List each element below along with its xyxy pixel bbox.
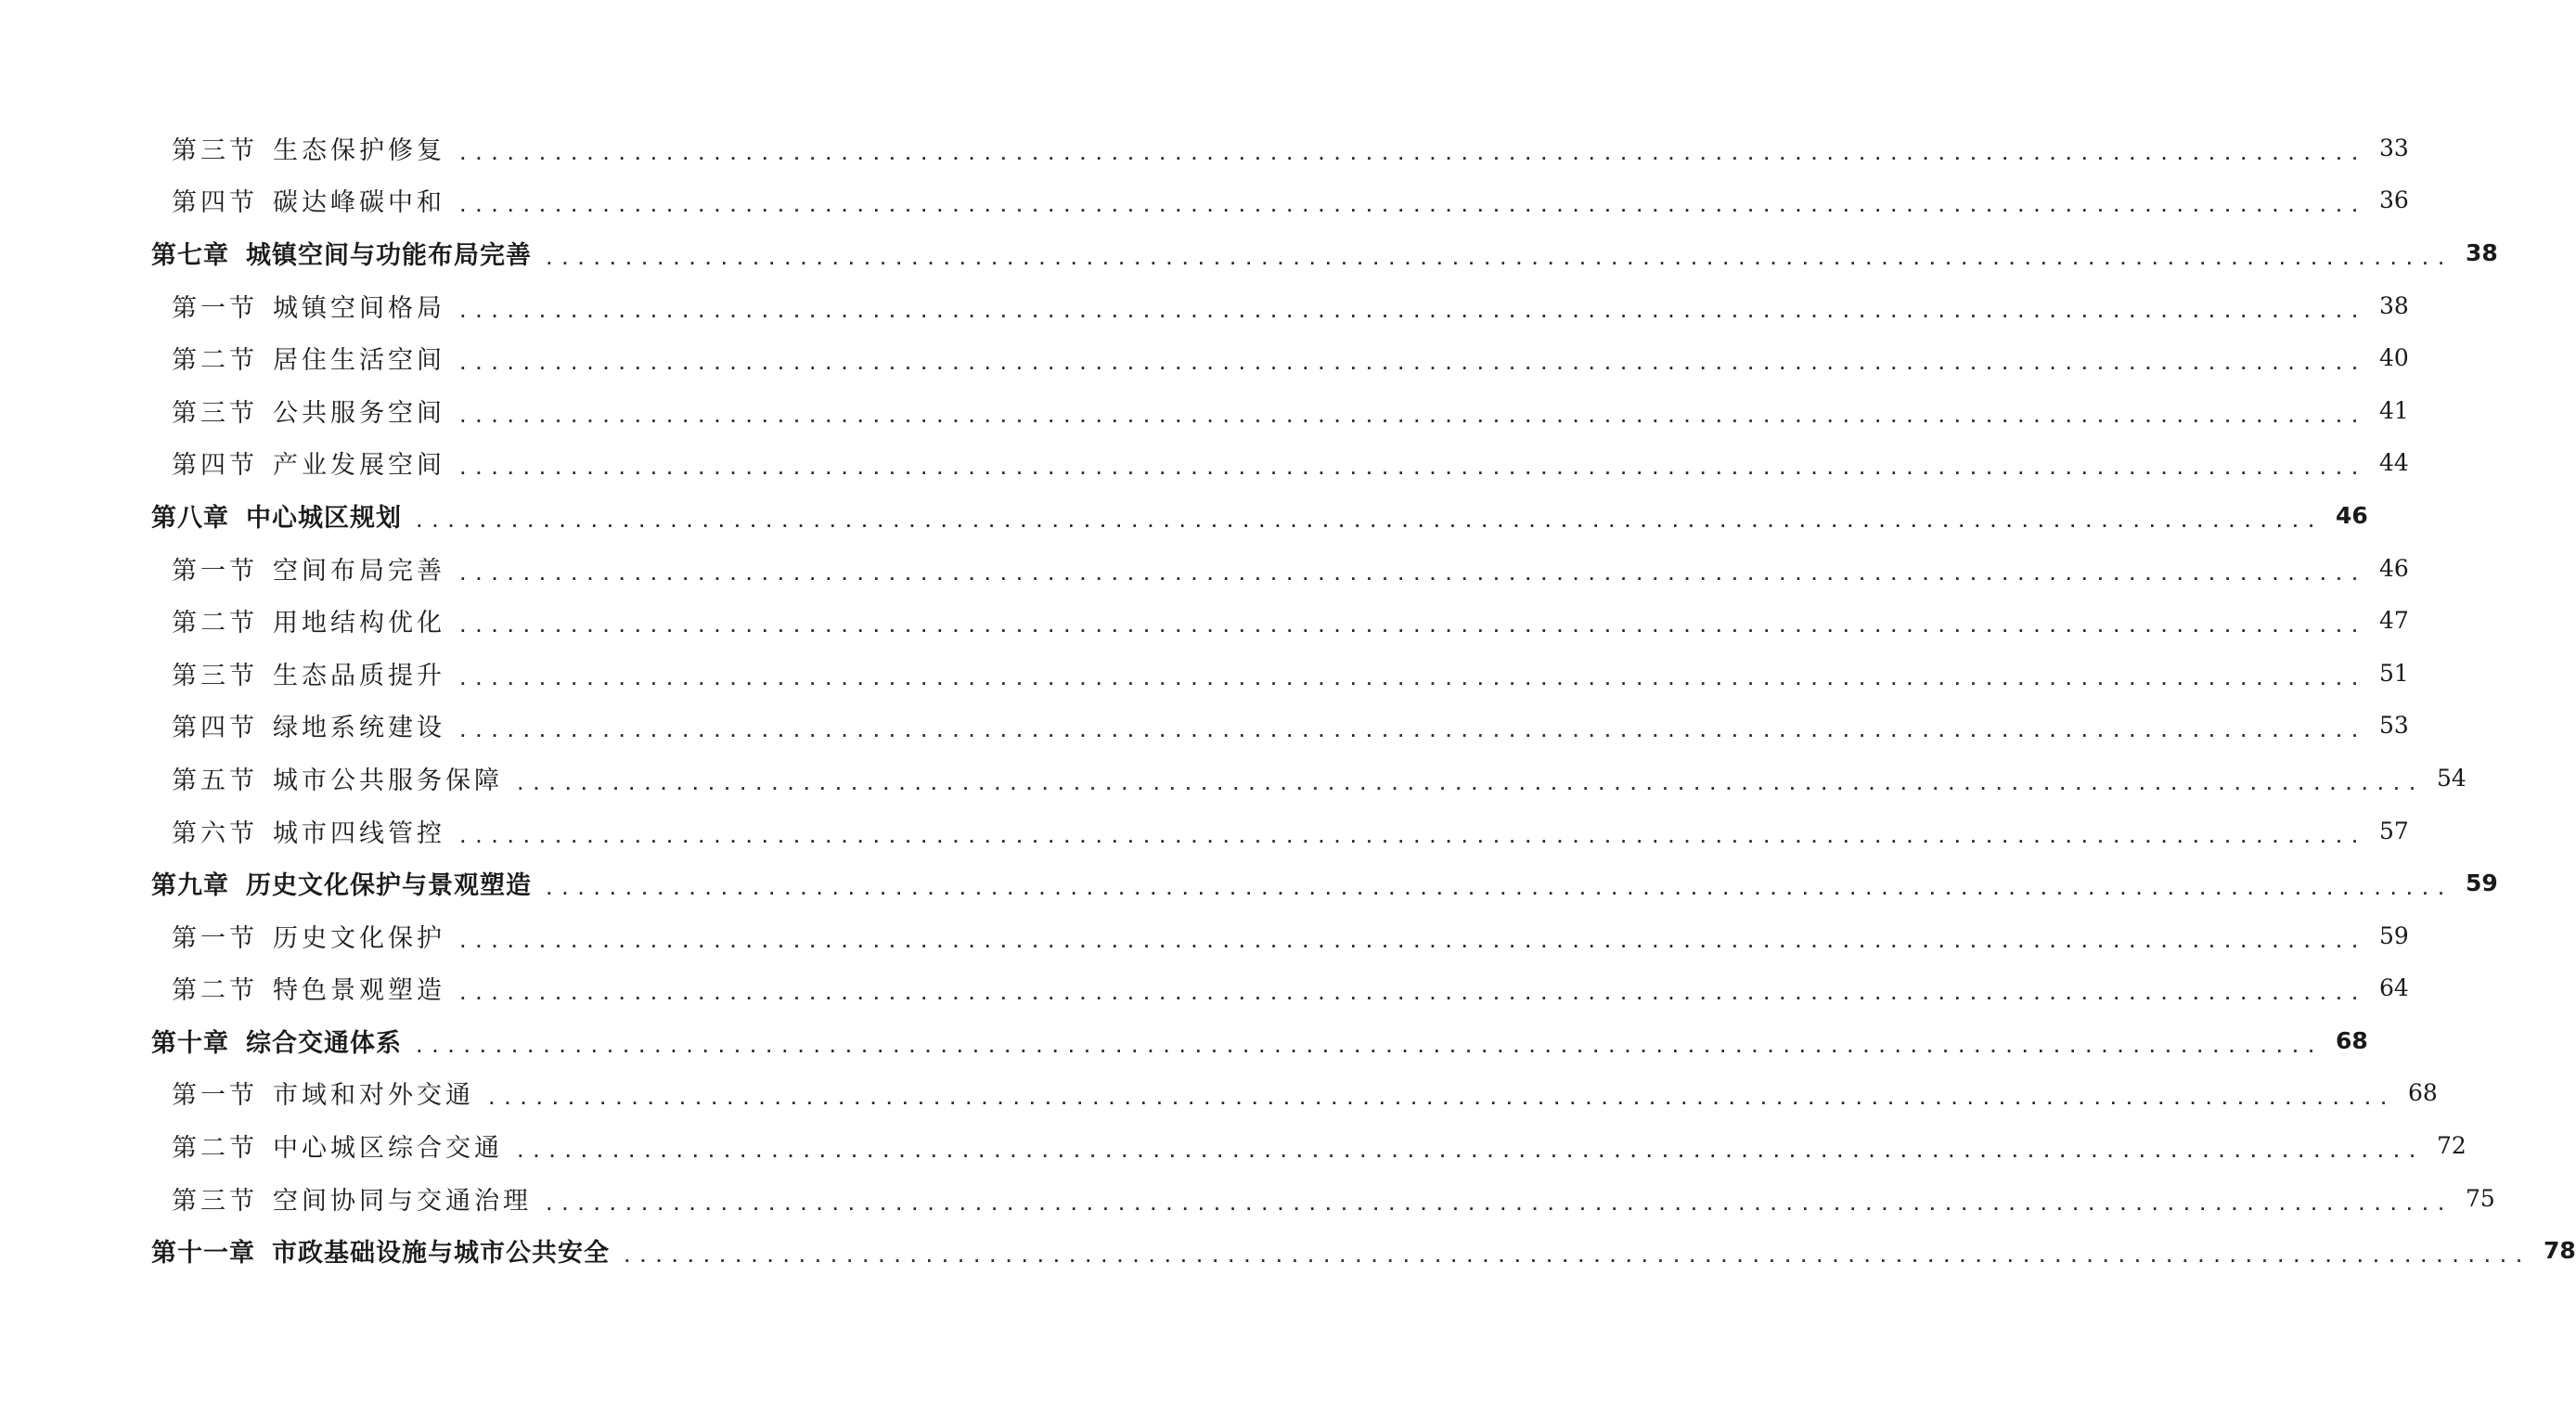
toc-entry-page-number: 68 [2335, 1026, 2368, 1054]
toc-entry-title: 城镇空间格局 [273, 293, 445, 323]
toc-entry-page-number: 51 [2378, 659, 2409, 687]
toc-entry-number: 第四节 [172, 714, 258, 743]
toc-entry-title: 用地结构优化 [273, 609, 445, 638]
toc-entry-page-number: 38 [2378, 291, 2409, 319]
toc-entry-number: 第四节 [172, 451, 258, 481]
toc-entry-title: 城市四线管控 [273, 818, 445, 848]
toc-entry-number: 第一节 [172, 923, 258, 953]
toc-entry-title: 城市公共服务保障 [273, 766, 503, 795]
toc-entry[interactable] [151, 542, 2409, 595]
toc-entry[interactable] [151, 805, 2409, 857]
dot-leader: ........................................................................................................................ [458, 303, 2366, 321]
toc-entry-page-number: 33 [2378, 134, 2409, 161]
toc-entry-page-number: 44 [2378, 449, 2409, 477]
dot-leader: ........................................................................................................................ [458, 145, 2366, 163]
dot-leader: ........................................................................................................................ [458, 670, 2366, 689]
toc-entry-number: 第五节 [172, 766, 258, 795]
toc-entry[interactable] [151, 122, 2409, 174]
toc-entry-title: 历史文化保护与景观塑造 [246, 871, 532, 901]
dot-leader: ........................................................................................................................ [458, 933, 2366, 951]
dot-leader: ........................................................................................................................ [458, 355, 2366, 374]
dot-leader: ........................................................................................................................ [516, 775, 2424, 793]
toc-entry-number: 第一节 [172, 293, 258, 323]
dot-leader: ........................................................................................................................ [415, 1037, 2323, 1056]
toc-entry-page-number: 64 [2378, 974, 2409, 1002]
toc-entry-title: 空间协同与交通治理 [273, 1186, 532, 1216]
toc-entry-page-number: 46 [2378, 554, 2409, 582]
toc-entry-title: 居住生活空间 [273, 346, 445, 376]
toc-entry-title: 城镇空间与功能布局完善 [246, 240, 532, 270]
dot-leader: ........................................................................................................................ [458, 198, 2366, 216]
toc-entry[interactable] [151, 226, 2498, 279]
toc-entry-number: 第三节 [172, 1186, 258, 1216]
toc-entry-number: 第六节 [172, 818, 258, 848]
toc-entry-title: 公共服务空间 [273, 398, 445, 428]
toc-entry-number: 第一节 [172, 556, 258, 586]
toc-entry[interactable] [151, 279, 2409, 332]
toc-entry-page-number: 75 [2465, 1184, 2495, 1212]
toc-entry-title: 特色景观塑造 [273, 976, 445, 1006]
toc-entry-number: 第二节 [172, 346, 258, 376]
toc-entry-number: 第三节 [172, 661, 258, 690]
dot-leader: ........................................................................................................................ [458, 985, 2366, 1004]
toc-entry[interactable] [151, 857, 2498, 909]
dot-leader: ........................................................................................................................ [415, 512, 2323, 531]
toc-entry[interactable] [151, 331, 2409, 384]
toc-entry[interactable] [151, 384, 2409, 437]
toc-entry-title: 中心城区综合交通 [273, 1134, 503, 1164]
toc-entry-number: 第八章 [151, 503, 229, 533]
toc-entry-number: 第三节 [172, 135, 258, 165]
dot-leader: ........................................................................................................................ [458, 407, 2366, 426]
toc-entry-number: 第二节 [172, 609, 258, 638]
dot-leader: ........................................................................................................................ [545, 1195, 2453, 1214]
toc-entry-page-number: 59 [2378, 921, 2409, 949]
dot-leader: ........................................................................................................................ [545, 250, 2453, 268]
toc-entry-number: 第三节 [172, 398, 258, 428]
toc-entry-title: 市域和对外交通 [273, 1081, 474, 1111]
table-of-contents [151, 122, 2576, 1277]
toc-entry[interactable] [151, 1067, 2438, 1120]
toc-entry-title: 综合交通体系 [246, 1028, 402, 1058]
toc-entry-number: 第十一章 [151, 1239, 255, 1269]
toc-entry-number: 第九章 [151, 871, 229, 901]
toc-entry[interactable] [151, 752, 2467, 805]
toc-entry-page-number: 59 [2465, 870, 2498, 897]
dot-leader: ........................................................................................................................ [458, 565, 2366, 584]
toc-entry-number: 第十章 [151, 1028, 229, 1058]
toc-entry-page-number: 40 [2378, 344, 2409, 372]
toc-entry[interactable] [151, 594, 2409, 647]
toc-entry-title: 历史文化保护 [273, 923, 445, 953]
toc-entry-page-number: 46 [2335, 501, 2368, 529]
toc-entry-page-number: 47 [2378, 607, 2409, 635]
toc-entry-number: 第一节 [172, 1081, 258, 1111]
toc-entry-title: 空间布局完善 [273, 556, 445, 586]
toc-entry-title: 中心城区规划 [246, 503, 402, 533]
toc-entry[interactable] [151, 174, 2409, 227]
toc-entry-page-number: 36 [2378, 187, 2409, 214]
dot-leader: ........................................................................................................................ [458, 460, 2366, 479]
toc-entry-number: 第二节 [172, 1134, 258, 1164]
toc-entry-number: 第四节 [172, 188, 258, 218]
toc-entry-page-number: 41 [2378, 396, 2409, 424]
toc-entry[interactable] [151, 647, 2409, 700]
toc-entry-title: 市政基础设施与城市公共安全 [272, 1239, 610, 1269]
toc-entry-title: 生态品质提升 [273, 661, 445, 690]
toc-entry-title: 产业发展空间 [273, 451, 445, 481]
dot-leader: ........................................................................................................................ [623, 1248, 2531, 1267]
toc-entry[interactable] [151, 1014, 2368, 1067]
toc-entry[interactable] [151, 962, 2409, 1015]
toc-entry-page-number: 53 [2378, 712, 2409, 740]
toc-entry-page-number: 38 [2465, 238, 2498, 266]
dot-leader: ........................................................................................................................ [545, 881, 2453, 899]
toc-entry-title: 生态保护修复 [273, 135, 445, 165]
dot-leader: ........................................................................................................................ [458, 723, 2366, 741]
toc-entry[interactable] [151, 1172, 2495, 1225]
toc-entry-number: 第七章 [151, 240, 229, 270]
dot-leader: ........................................................................................................................ [487, 1090, 2395, 1109]
toc-entry-page-number: 68 [2407, 1079, 2438, 1107]
dot-leader: ........................................................................................................................ [516, 1143, 2424, 1162]
toc-entry[interactable] [151, 909, 2409, 962]
toc-entry[interactable] [151, 1224, 2576, 1277]
toc-entry-title: 碳达峰碳中和 [273, 188, 445, 218]
toc-entry[interactable] [151, 489, 2368, 542]
toc-entry[interactable] [151, 1119, 2467, 1172]
toc-entry-page-number: 72 [2436, 1132, 2467, 1160]
toc-entry-title: 绿地系统建设 [273, 714, 445, 743]
toc-entry-page-number: 54 [2436, 764, 2467, 792]
toc-entry[interactable] [151, 700, 2409, 753]
dot-leader: ........................................................................................................................ [458, 618, 2366, 637]
toc-entry[interactable] [151, 437, 2409, 490]
toc-entry-page-number: 78 [2543, 1237, 2576, 1265]
dot-leader: ........................................................................................................................ [458, 828, 2366, 846]
toc-entry-number: 第二节 [172, 976, 258, 1006]
toc-entry-page-number: 57 [2378, 817, 2409, 844]
